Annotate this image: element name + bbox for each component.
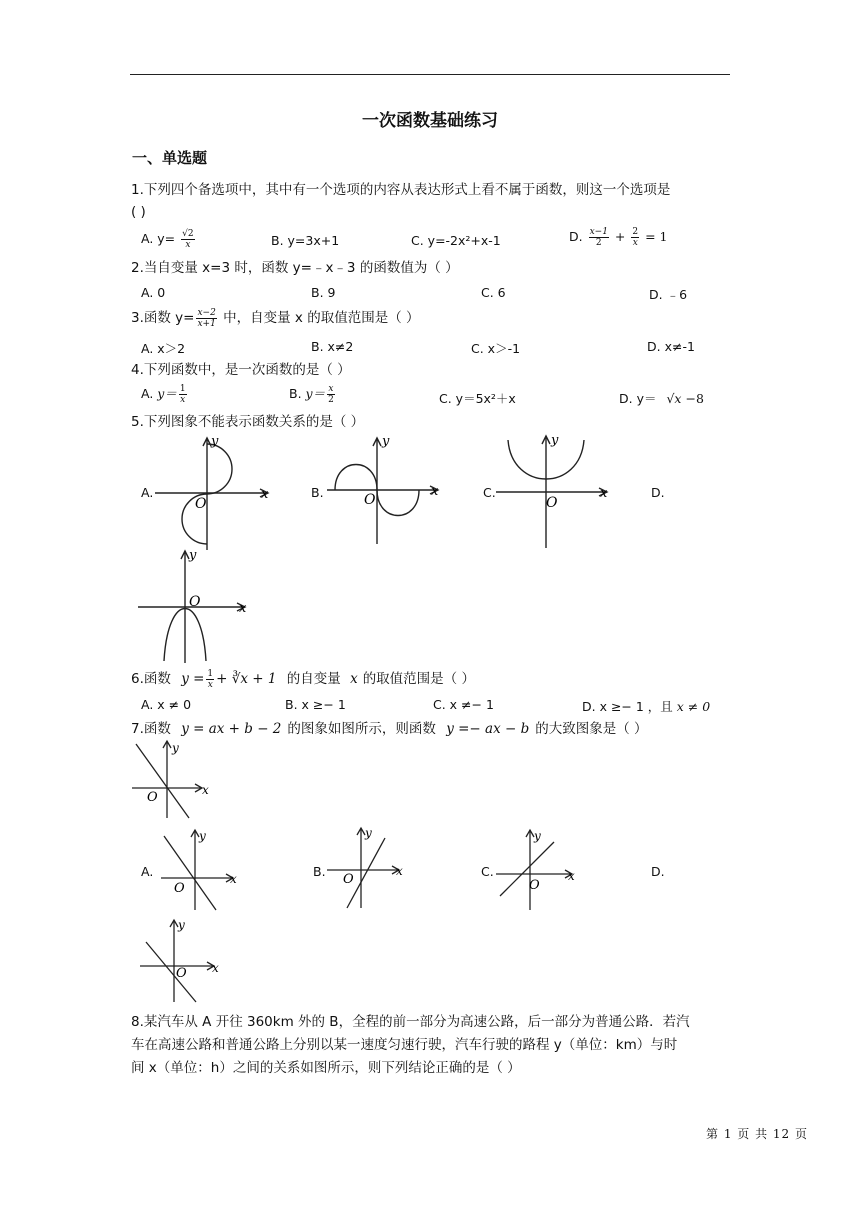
svg-text:y: y xyxy=(382,434,390,449)
q5-option-a[interactable]: A. xyxy=(141,485,154,500)
q3-option-a[interactable]: A. x＞2 xyxy=(141,341,186,356)
q2-option-b[interactable]: B. 9 xyxy=(311,285,336,300)
svg-text:x: x xyxy=(396,864,403,878)
svg-text:O: O xyxy=(529,878,540,893)
q6-option-c[interactable]: C. x ≠− 1 xyxy=(433,697,494,712)
svg-text:O: O xyxy=(189,594,201,610)
q5-option-c[interactable]: C. xyxy=(483,485,496,500)
svg-text:O: O xyxy=(343,872,354,887)
q8-stem-line1: 8.某汽车从 A 开往 360km 外的 B，全程的前一部分为高速公路，后一部分为普通公路．若汽 xyxy=(131,1014,690,1030)
q1-option-a[interactable]: A. y= $\frac{√2}{x}$ xyxy=(141,229,194,250)
q6-stem: 6.函数 y = $\frac{1}{x}$ + ∛x + 1 的自变量 x 的取值范围是（ ） xyxy=(131,668,475,690)
page-title: 一次函数基础练习 xyxy=(362,111,498,131)
page-footer: 第 1 页 共 12 页 xyxy=(706,1127,808,1141)
q2-option-c[interactable]: C. 6 xyxy=(481,285,506,300)
q3-option-c[interactable]: C. x＞-1 xyxy=(471,341,521,356)
q7-graph-d xyxy=(140,916,226,1004)
q7-graph-c xyxy=(496,826,580,912)
q6-fraction: $\frac{1}{x}$ xyxy=(207,668,214,690)
q2-option-d[interactable]: D. ﹣6 xyxy=(649,287,688,302)
q3-option-d[interactable]: D. x≠-1 xyxy=(647,339,695,354)
svg-text:y: y xyxy=(534,829,541,843)
svg-text:O: O xyxy=(176,966,187,981)
q4-option-d[interactable]: D. y＝ √x −8 xyxy=(619,391,704,406)
q6-option-b[interactable]: B. x ≥− 1 xyxy=(285,697,346,712)
q2-stem: 2.当自变量 x=3 时，函数 y=﹣x﹣3 的函数值为（ ） xyxy=(131,260,459,276)
q7-option-d[interactable]: D. xyxy=(651,864,665,879)
q6-option-a[interactable]: A. x ≠ 0 xyxy=(141,697,192,712)
q5-graph-a xyxy=(155,432,275,550)
svg-text:x: x xyxy=(431,484,439,499)
q7-option-c[interactable]: C. xyxy=(481,864,494,879)
svg-text:x: x xyxy=(600,486,608,501)
q4-option-c[interactable]: C. y＝5x²＋x xyxy=(439,391,516,406)
q3-fraction: $\frac{x-2}{x+1}$ xyxy=(197,307,216,329)
svg-text:x: x xyxy=(239,601,247,616)
svg-text:y: y xyxy=(178,918,185,932)
q5-graph-c xyxy=(496,432,614,550)
q5-graph-d xyxy=(138,547,256,665)
q5-stem: 5.下列图象不能表示函数关系的是（ ） xyxy=(131,414,365,430)
q4-stem: 4.下列函数中，是一次函数的是（ ） xyxy=(131,362,351,378)
svg-text:x: x xyxy=(202,783,209,797)
q2-option-a[interactable]: A. 0 xyxy=(141,285,166,300)
svg-text:O: O xyxy=(147,790,158,805)
q1-option-d-fraction-1: $\frac{x-1}{2}$ xyxy=(589,227,608,248)
q1-stem-line2: ( ) xyxy=(131,204,146,220)
q1-stem-line1: 1.下列四个备选项中，其中有一个选项的内容从表达形式上看不属于函数，则这一个选项是 xyxy=(131,182,671,198)
q8-stem-line3: 间 x（单位：h）之间的关系如图所示，则下列结论正确的是（ ） xyxy=(131,1060,521,1076)
svg-text:x: x xyxy=(568,869,575,883)
q7-graph-b xyxy=(327,822,411,910)
svg-text:y: y xyxy=(551,433,559,448)
svg-text:O: O xyxy=(174,881,185,896)
q8-stem-line2: 车在高速公路和普通公路上分别以某一速度匀速行驶，汽车行驶的路程 y（单位：km）与时 xyxy=(131,1037,678,1053)
q1-option-c[interactable]: C. y=-2x²+x-1 xyxy=(411,233,501,248)
svg-text:O: O xyxy=(364,492,376,508)
svg-text:x: x xyxy=(261,487,269,502)
q5-option-d[interactable]: D. xyxy=(651,485,665,500)
q1-option-d[interactable]: D. $\frac{x-1}{2}$ + $\frac{2}{x}$ = 1 xyxy=(569,227,668,248)
q4-option-b[interactable]: B. y＝ $\frac{x}{2}$ xyxy=(289,384,334,405)
svg-text:y: y xyxy=(365,826,372,840)
q5-graph-b xyxy=(327,432,445,544)
q4-option-a-fraction: $\frac{1}{x}$ xyxy=(179,384,186,405)
q7-given-graph xyxy=(132,738,216,820)
svg-text:y: y xyxy=(211,434,219,449)
svg-text:O: O xyxy=(195,496,207,512)
svg-text:x: x xyxy=(230,872,237,886)
q5-option-b[interactable]: B. xyxy=(311,485,324,500)
svg-text:x: x xyxy=(212,961,219,975)
q6-option-d[interactable]: D. x ≥− 1 ，且 x ≠ 0 xyxy=(582,699,711,714)
svg-text:y: y xyxy=(199,829,206,843)
q7-option-b[interactable]: B. xyxy=(313,864,326,879)
q3-option-b[interactable]: B. x≠2 xyxy=(311,339,354,354)
q1-option-b[interactable]: B. y=3x+1 xyxy=(271,233,340,248)
q7-stem: 7.函数 y = ax + b − 2 的图象如图所示，则函数 y =− ax − b 的大致图象是（ ） xyxy=(131,721,648,737)
svg-text:O: O xyxy=(546,495,558,511)
q4-option-a[interactable]: A. y＝ $\frac{1}{x}$ xyxy=(141,384,186,405)
svg-text:y: y xyxy=(172,741,179,755)
q1-option-d-fraction-2: $\frac{2}{x}$ xyxy=(632,227,639,248)
q7-option-a[interactable]: A. xyxy=(141,864,154,879)
q7-graph-a xyxy=(161,826,245,912)
q3-stem: 3.函数 y= $\frac{x-2}{x+1}$ 中，自变量 x 的取值范围是（ ） xyxy=(131,307,420,329)
q4-option-b-fraction: $\frac{x}{2}$ xyxy=(328,384,334,405)
q1-option-a-fraction: $\frac{√2}{x}$ xyxy=(182,229,194,250)
svg-text:y: y xyxy=(189,548,197,563)
section-heading: 一、单选题 xyxy=(132,149,208,167)
header-rule xyxy=(130,74,730,75)
